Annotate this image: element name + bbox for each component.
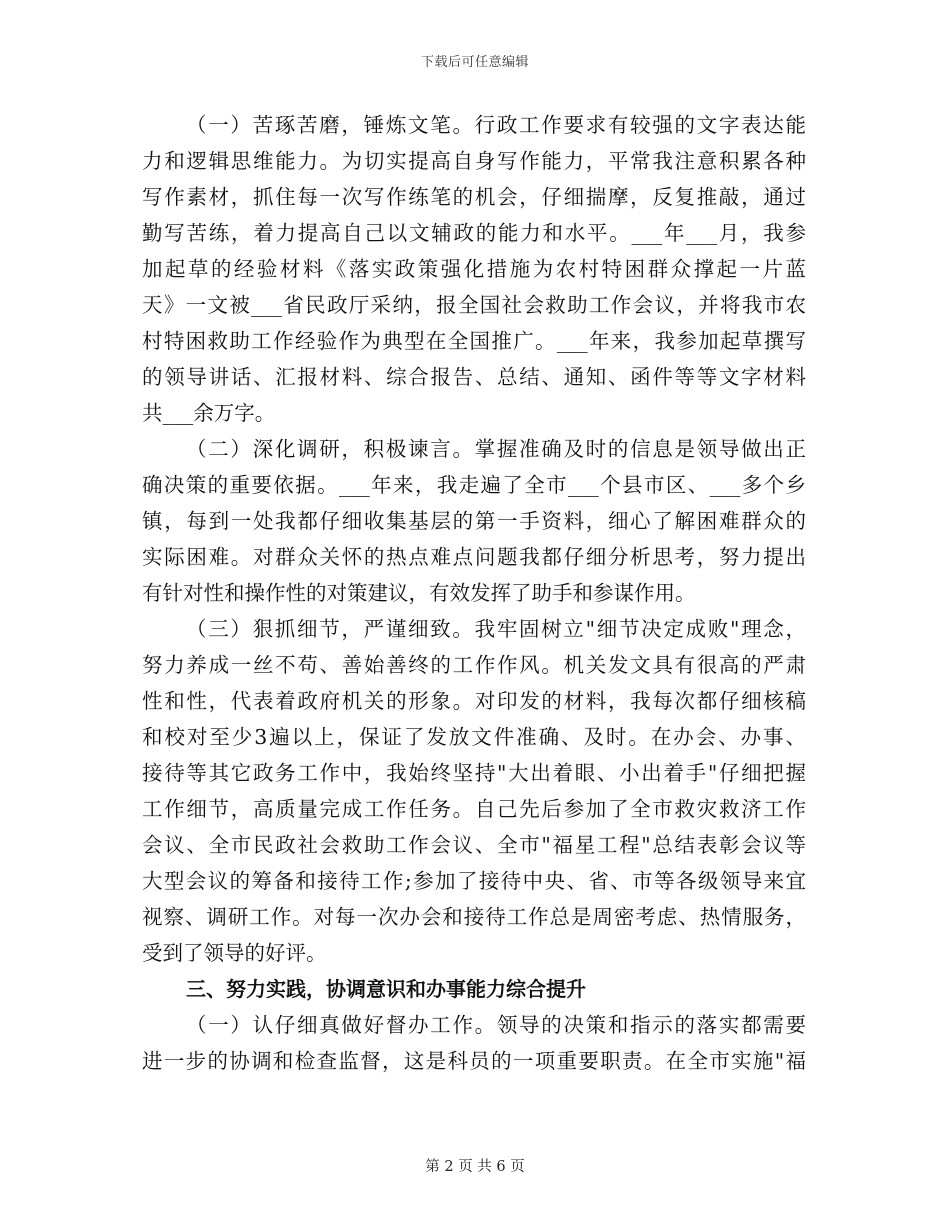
paragraph-1-line-6: 天》一文被___省民政厅采纳，报全国社会救助工作会议，并将我市农 xyxy=(142,293,806,317)
document-body xyxy=(142,107,806,1079)
paragraph-1-line-4: 勤写苦练，着力提高自己以文辅政的能力和水平。___年___月，我参 xyxy=(142,221,806,245)
page-number: 第 2 页 共 6 页 xyxy=(425,1159,525,1175)
paragraph-1-line-9: 共___余万字。 xyxy=(142,401,276,425)
paragraph-1-line-5: 加起草的经验材料《落实政策强化措施为农村特困群众撑起一片蓝 xyxy=(142,257,806,281)
paragraph-1-line-2: 力和逻辑思维能力。为切实提高自身写作能力，平常我注意积累各种 xyxy=(142,149,806,173)
paragraph-3-line-3: 性和性，代表着政府机关的形象。对印发的材料，我每次都仔细核稿 xyxy=(142,689,806,713)
paragraph-3-line-2: 努力养成一丝不苟、善始善终的工作作风。机关发文具有很高的严肃 xyxy=(142,653,806,677)
paragraph-1-line-8: 的领导讲话、汇报材料、综合报告、总结、通知、函件等等文字材料 xyxy=(142,365,806,389)
paragraph-3-line-10: 受到了领导的好评。 xyxy=(142,941,327,965)
paragraph-3-line-6: 工作细节，高质量完成工作任务。自己先后参加了全市救灾救济工作 xyxy=(142,797,806,821)
paragraph-2-line-2: 确决策的重要依据。___年来，我走遍了全市___个县市区、___多个乡 xyxy=(142,473,806,497)
paragraph-3-line-9: 视察、调研工作。对每一次办会和接待工作总是周密考虑、热情服务， xyxy=(142,905,806,929)
page-header: 下载后可任意编辑 xyxy=(420,55,529,70)
section-heading: 三、努力实践，协调意识和办事能力综合提升 xyxy=(186,977,586,1001)
paragraph-3-line-8: 大型会议的筹备和接待工作;参加了接待中央、省、市等各级领导来宜 xyxy=(142,869,806,893)
paragraph-3-line-4: 和校对至少3遍以上，保证了发放文件准确、及时。在办会、办事、 xyxy=(142,725,806,749)
paragraph-2-line-3: 镇，每到一处我都仔细收集基层的第一手资料，细心了解困难群众的 xyxy=(142,509,806,533)
paragraph-2-line-1: （二）深化调研，积极谏言。掌握准确及时的信息是领导做出正 xyxy=(186,437,806,461)
paragraph-2-line-5: 有针对性和操作性的对策建议，有效发挥了助手和参谋作用。 xyxy=(142,581,696,605)
paragraph-3-line-5: 接待等其它政务工作中，我始终坚持"大出着眼、小出着手"仔细把握 xyxy=(142,761,806,785)
paragraph-4-line-2: 进一步的协调和检查监督，这是科员的一项重要职责。在全市实施"福 xyxy=(142,1049,806,1073)
paragraph-3-line-7: 会议、全市民政社会救助工作会议、全市"福星工程"总结表彰会议等 xyxy=(142,833,806,857)
paragraph-3-line-1: （三）狠抓细节，严谨细致。我牢固树立"细节决定成败"理念， xyxy=(186,617,806,641)
paragraph-2-line-4: 实际困难。对群众关怀的热点难点问题我都仔细分析思考，努力提出 xyxy=(142,545,806,569)
paragraph-4-line-1: （一）认仔细真做好督办工作。领导的决策和指示的落实都需要 xyxy=(186,1013,806,1037)
paragraph-1-line-1: （一）苦琢苦磨，锤炼文笔。行政工作要求有较强的文字表达能 xyxy=(186,113,806,137)
paragraph-1-line-3: 写作素材，抓住每一次写作练笔的机会，仔细揣摩，反复推敲，通过 xyxy=(142,185,806,209)
paragraph-1-line-7: 村特困救助工作经验作为典型在全国推广。___年来，我参加起草撰写 xyxy=(142,329,806,353)
